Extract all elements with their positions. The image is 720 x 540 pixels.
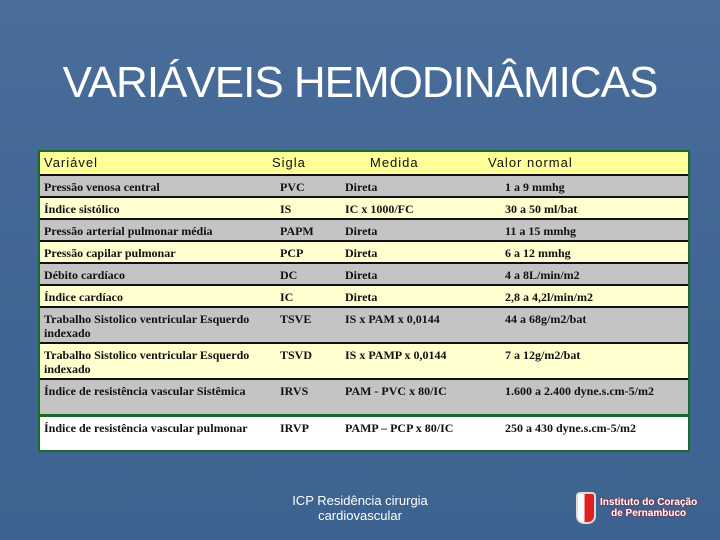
cell-variavel: Índice de resistência vascular pulmonar xyxy=(44,421,248,435)
table-row xyxy=(40,240,688,262)
cell-valor: 250 a 430 dyne.s.cm-5/m2 xyxy=(505,421,636,435)
cell-valor: 6 a 12 mmhg xyxy=(505,246,571,260)
institution-logo xyxy=(576,492,697,524)
cell-valor: 2,8 a 4,2l/min/m2 xyxy=(505,290,594,304)
cell-sigla: IRVS xyxy=(280,384,309,398)
cell-medida: Direta xyxy=(345,246,378,260)
cell-medida: IS x PAMP x 0,0144 xyxy=(345,348,447,362)
cell-variavel: Índice cardíaco xyxy=(44,290,123,304)
cell-variavel: Trabalho Sistolico ventricular Esquerdo indexado xyxy=(44,348,250,376)
cell-variavel: Pressão arterial pulmonar média xyxy=(44,224,213,238)
cell-variavel: Pressão venosa central xyxy=(44,180,160,194)
cell-variavel: Trabalho Sistolico ventricular Esquerdo indexado xyxy=(44,312,250,340)
cell-valor: 1 a 9 mmhg xyxy=(505,180,565,194)
cell-sigla: PAPM xyxy=(280,224,314,238)
table-row xyxy=(40,262,688,284)
cell-medida: PAMP – PCP x 80/IC xyxy=(345,421,454,435)
table-row xyxy=(40,284,688,306)
header-variavel: Variável xyxy=(44,155,99,170)
table-row xyxy=(40,414,688,450)
cell-variavel: Índice sistólico xyxy=(44,202,120,216)
table-row xyxy=(40,218,688,240)
cell-variavel: Pressão capilar pulmonar xyxy=(44,246,176,260)
table-header xyxy=(40,152,688,174)
cell-sigla: TSVD xyxy=(280,348,313,362)
cell-valor: 30 a 50 ml/bat xyxy=(505,202,578,216)
cell-medida: PAM - PVC x 80/IC xyxy=(345,384,447,398)
table-row xyxy=(40,378,688,414)
cell-valor: 1.600 a 2.400 dyne.s.cm-5/m2 xyxy=(505,384,654,398)
header-sigla: Sigla xyxy=(272,155,306,170)
header-medida: Medida xyxy=(370,155,419,170)
table-row xyxy=(40,174,688,196)
table-row xyxy=(40,342,688,378)
cell-sigla: TSVE xyxy=(280,312,312,326)
cell-variavel: Índice de resistência vascular Sistêmica xyxy=(44,384,246,398)
logo-line1: Instituto do Coração xyxy=(600,497,698,508)
cell-variavel: Débito cardíaco xyxy=(44,268,125,282)
logo-line2: de Pernambuco xyxy=(611,508,687,519)
cell-medida: Direta xyxy=(345,268,378,282)
cell-valor: 11 a 15 mmhg xyxy=(505,224,577,238)
cell-valor: 7 a 12g/m2/bat xyxy=(505,348,581,362)
hemodynamic-table xyxy=(38,150,690,452)
cell-medida: IC x 1000/FC xyxy=(345,202,414,216)
cell-valor: 4 a 8L/min/m2 xyxy=(505,268,580,282)
cell-medida: IS x PAM x 0,0144 xyxy=(345,312,440,326)
cell-valor: 44 a 68g/m2/bat xyxy=(505,312,587,326)
cell-sigla: IRVP xyxy=(280,421,309,435)
cell-sigla: PVC xyxy=(280,180,305,194)
cell-medida: Direta xyxy=(345,180,378,194)
slide-title: VARIÁVEIS HEMODINÂMICAS xyxy=(62,58,658,107)
footer-text: ICP Residência cirurgia cardiovascular xyxy=(292,493,428,523)
cell-sigla: DC xyxy=(280,268,298,282)
cell-medida: Direta xyxy=(345,224,378,238)
cell-sigla: IC xyxy=(280,290,294,304)
shield-icon xyxy=(576,492,596,524)
cell-sigla: IS xyxy=(280,202,292,216)
header-valor: Valor normal xyxy=(488,155,573,170)
table-row xyxy=(40,196,688,218)
cell-medida: Direta xyxy=(345,290,378,304)
table-row xyxy=(40,306,688,342)
cell-sigla: PCP xyxy=(280,246,304,260)
